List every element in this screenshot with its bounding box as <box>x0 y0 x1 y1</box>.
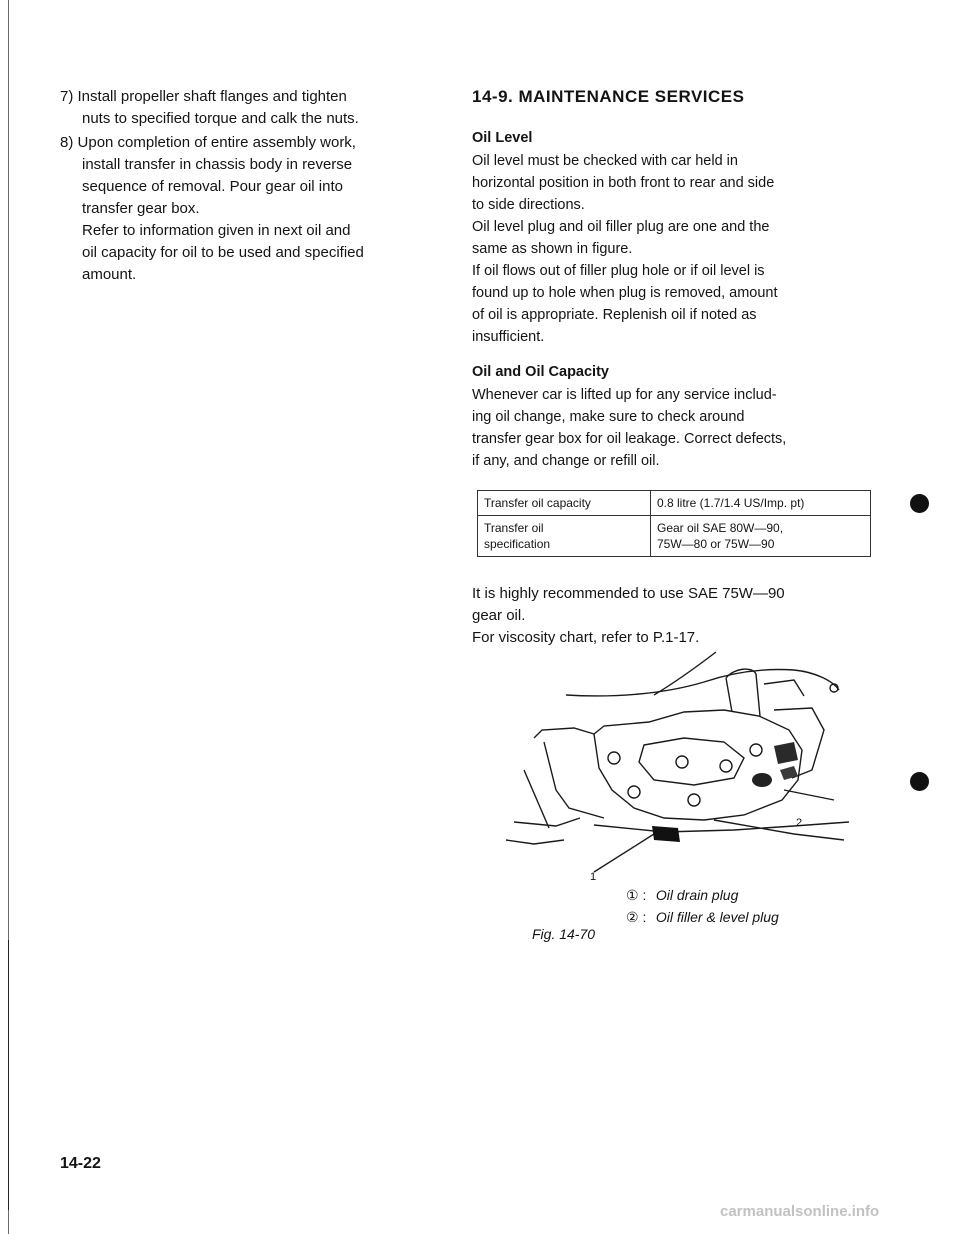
step-8 <box>60 132 440 286</box>
margin-bullet-icon <box>910 494 929 513</box>
margin-bullet-icon <box>910 772 929 791</box>
step-7-line1: Install propeller shaft flanges and tighten <box>77 88 347 105</box>
oil-level-heading: Oil Level <box>472 130 533 146</box>
legend-item-1 <box>626 884 779 906</box>
legend-mark-1: ① : <box>626 887 647 903</box>
figure-legend <box>626 884 779 928</box>
oil-capacity-l2: ing oil change, make sure to check around <box>472 409 745 425</box>
recommend-l2: gear oil. <box>472 607 526 624</box>
spec-capacity-value: 0.8 litre (1.7/1.4 US/Imp. pt) <box>651 491 871 516</box>
oil-level-p2-l2: same as shown in figure. <box>472 241 633 257</box>
spec-oil-key-l2: specification <box>484 537 551 551</box>
spec-capacity-key: Transfer oil capacity <box>478 491 651 516</box>
transfer-case-illustration <box>494 650 874 880</box>
spec-table <box>477 490 871 557</box>
step-8-line7: amount. <box>82 266 137 283</box>
figure-callout-2: 2 <box>796 817 803 829</box>
spec-oil-value-l1: Gear oil SAE 80W—90, <box>657 521 784 535</box>
figure-callout-1: 1 <box>590 871 597 880</box>
step-8-line2: install transfer in chassis body in reverse <box>82 156 353 173</box>
spec-oil-value <box>651 516 871 557</box>
spec-oil-key <box>478 516 651 557</box>
oil-capacity-l1: Whenever car is lifted up for any service includ- <box>472 387 777 403</box>
legend-text-1: Oil drain plug <box>655 887 739 903</box>
watermark: carmanualsonline.info <box>720 1203 880 1220</box>
table-row <box>478 491 871 516</box>
binding-line-dark <box>8 940 9 1210</box>
legend-text-2: Oil filler & level plug <box>655 909 779 925</box>
legend-item-2 <box>626 906 779 928</box>
left-column <box>60 86 440 288</box>
step-8-line1: Upon completion of entire assembly work, <box>77 134 356 151</box>
oil-level-p3-l1: If oil flows out of filler plug hole or if oil level is <box>472 263 765 279</box>
legend-mark-2: ② : <box>626 909 647 925</box>
page-number: 14-22 <box>60 1155 101 1172</box>
step-7-number: 7) <box>60 88 74 105</box>
recommend-l3: For viscosity chart, refer to P.1-17. <box>472 629 700 646</box>
oil-capacity-l4: if any, and change or refill oil. <box>472 453 660 469</box>
oil-level-p3-l3: of oil is appropriate. Replenish oil if noted as <box>472 307 757 323</box>
oil-level-p1-l2: horizontal position in both front to rear and side <box>472 175 775 191</box>
spec-oil-value-l2: 75W—80 or 75W—90 <box>657 537 775 551</box>
oil-level-p1-l3: to side directions. <box>472 197 585 213</box>
section-title: 14-9. MAINTENANCE SERVICES <box>472 87 745 106</box>
right-column <box>472 86 872 649</box>
recommendation <box>472 583 872 649</box>
step-7 <box>60 86 440 130</box>
oil-capacity-text <box>472 384 872 472</box>
step-8-number: 8) <box>60 134 74 151</box>
step-7-line2: nuts to specified torque and calk the nuts. <box>82 110 359 127</box>
oil-level-p1-l1: Oil level must be checked with car held in <box>472 153 738 169</box>
step-8-line6: oil capacity for oil to be used and specified <box>82 244 364 261</box>
table-row <box>478 516 871 557</box>
oil-level-text <box>472 150 872 348</box>
recommend-l1: It is highly recommended to use SAE 75W—90 <box>472 585 785 602</box>
spec-oil-key-l1: Transfer oil <box>484 521 544 535</box>
oil-level-p3-l2: found up to hole when plug is removed, amount <box>472 285 778 301</box>
oil-level-p2-l1: Oil level plug and oil filler plug are one and the <box>472 219 770 235</box>
oil-capacity-heading: Oil and Oil Capacity <box>472 364 609 380</box>
step-8-line5: Refer to information given in next oil and <box>82 222 351 239</box>
figure-caption: Fig. 14-70 <box>532 926 596 942</box>
oil-level-p3-l4: insufficient. <box>472 329 545 345</box>
step-8-line3: sequence of removal. Pour gear oil into <box>82 178 343 195</box>
oil-capacity-l3: transfer gear box for oil leakage. Correct defects, <box>472 431 787 447</box>
step-8-line4: transfer gear box. <box>82 200 200 217</box>
